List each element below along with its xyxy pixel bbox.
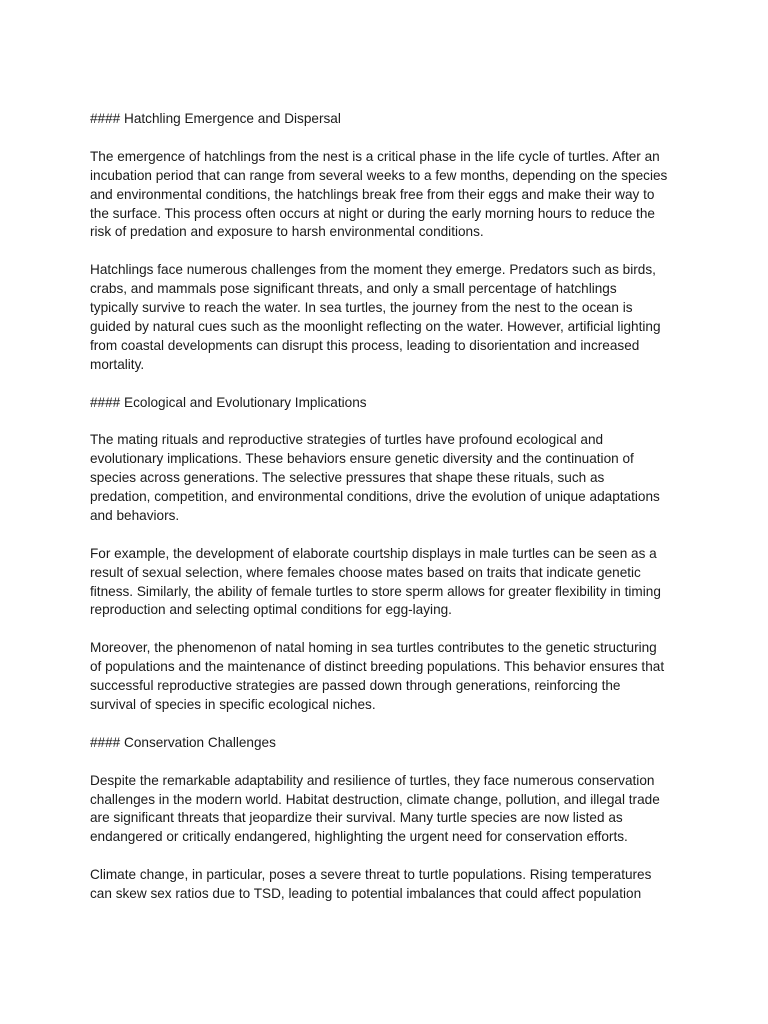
text-line: and environmental conditions, the hatchlings break free from their eggs and make their way to	[90, 186, 655, 202]
text-line: evolutionary implications. These behaviors ensure genetic diversity and the continuation of	[90, 451, 634, 467]
text-line: challenges in the modern world. Habitat destruction, climate change, pollution, and illegal trade	[90, 791, 660, 807]
paragraph	[90, 639, 680, 715]
section-heading	[90, 110, 680, 129]
text-line: crabs, and mammals pose significant threats, and only a small percentage of hatchlings	[90, 281, 617, 297]
paragraph	[90, 772, 680, 848]
text-line: Hatchlings face numerous challenges from the moment they emerge. Predators such as birds,	[90, 262, 656, 278]
text-line: survival of species in specific ecological niches.	[90, 697, 376, 712]
paragraph	[90, 261, 680, 374]
text-line: risk of predation and exposure to harsh environmental conditions.	[90, 224, 484, 240]
paragraph	[90, 866, 680, 904]
text-line: Climate change, in particular, poses a severe threat to turtle populations. Rising temperatures	[90, 867, 652, 883]
text-line: predation, competition, and environmental conditions, drive the evolution of unique adaptations	[90, 489, 660, 505]
document-page	[90, 110, 680, 923]
text-line: are significant threats that jeopardize their survival. Many turtle species are now listed as	[90, 810, 623, 826]
text-line: typically survive to reach the water. In sea turtles, the journey from the nest to the ocean is	[90, 300, 633, 316]
paragraph	[90, 545, 680, 621]
text-line: Despite the remarkable adaptability and resilience of turtles, they face numerous conservation	[90, 772, 655, 788]
text-line: fitness. Similarly, the ability of female turtles to store sperm allows for greater flexibility in timing	[90, 583, 661, 599]
text-line: The emergence of hatchlings from the nest is a critical phase in the life cycle of turtles. After an	[90, 148, 660, 164]
text-line: can skew sex ratios due to TSD, leading to potential imbalances that could affect population	[90, 886, 642, 902]
text-line: of populations and the maintenance of distinct breeding populations. This behavior ensures that	[90, 659, 665, 675]
text-line: and behaviors.	[90, 507, 180, 523]
text-line: mortality.	[90, 356, 145, 372]
text-line: the surface. This process often occurs at night or during the early morning hours to reduce the	[90, 205, 655, 221]
section-heading	[90, 394, 680, 413]
paragraph	[90, 431, 680, 526]
text-line: For example, the development of elaborate courtship displays in male turtles can be seen as a	[90, 545, 657, 561]
text-line: Moreover, the phenomenon of natal homing in sea turtles contributes to the genetic structuring	[90, 640, 657, 656]
text-line: endangered or critically endangered, highlighting the urgent need for conservation efforts.	[90, 829, 628, 845]
text-line: incubation period that can range from several weeks to a few months, depending on the species	[90, 167, 668, 183]
text-line: #### Conservation Challenges	[90, 734, 276, 750]
text-line: from coastal developments can disrupt this process, leading to disorientation and increased	[90, 337, 640, 353]
text-line: guided by natural cues such as the moonlight reflecting on the water. However, artificial lighting	[90, 318, 661, 334]
text-line: reproduction and selecting optimal conditions for egg-laying.	[90, 602, 452, 618]
text-line: result of sexual selection, where females choose mates based on traits that indicate genetic	[90, 564, 641, 580]
text-line: The mating rituals and reproductive strategies of turtles have profound ecological and	[90, 432, 604, 448]
section-heading	[90, 734, 680, 753]
text-line: successful reproductive strategies are passed down through generations, reinforcing the	[90, 678, 621, 694]
text-line: species across generations. The selective pressures that shape these rituals, such as	[90, 470, 605, 486]
text-line: #### Ecological and Evolutionary Implications	[90, 394, 367, 410]
text-line: #### Hatchling Emergence and Dispersal	[90, 111, 341, 126]
paragraph	[90, 148, 680, 243]
